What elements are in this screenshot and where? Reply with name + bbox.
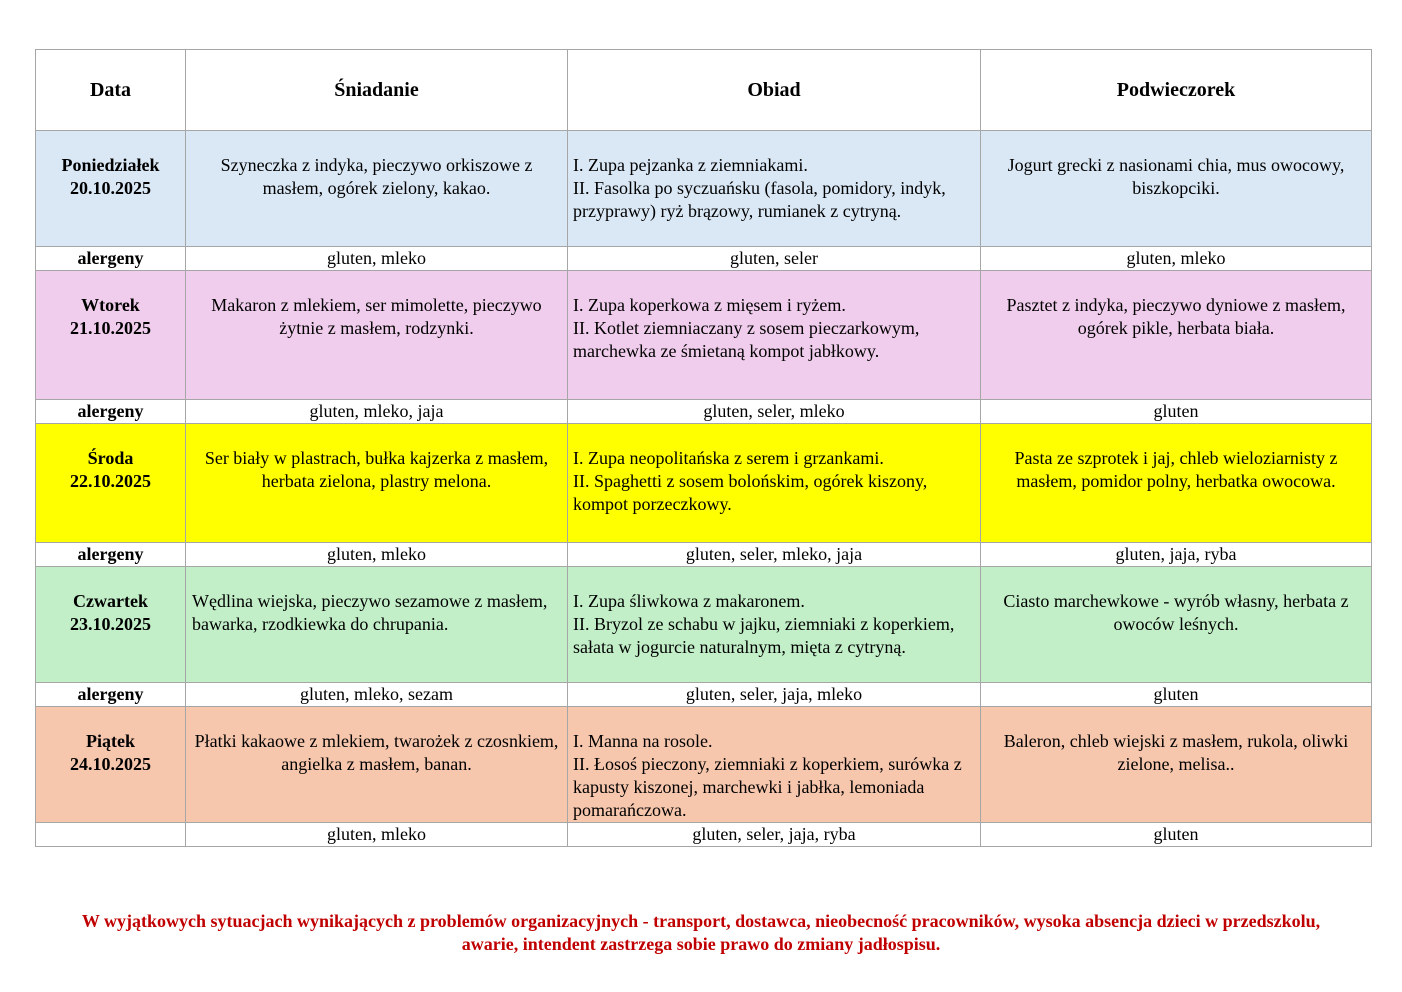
breakfast-cell: Makaron z mlekiem, ser mimolette, pieczywo żytnie z masłem, rodzynki. bbox=[186, 271, 568, 400]
lunch-cell: I. Zupa neopolitańska z serem i grzankami. II. Spaghetti z sosem bolońskim, ogórek kiszony, kompot porzeczkowy. bbox=[568, 424, 981, 543]
allergens-breakfast: gluten, mleko bbox=[186, 247, 568, 271]
meal-row-monday bbox=[36, 131, 1372, 247]
header-breakfast: Śniadanie bbox=[186, 50, 568, 131]
day-name: Czwartek bbox=[73, 591, 148, 611]
day-cell bbox=[36, 567, 186, 683]
day-date: 21.10.2025 bbox=[70, 318, 151, 338]
menu-change-notice: W wyjątkowych sytuacjach wynikających z problemów organizacyjnych - transport, dostawca, nieobecność pracowników, wysoka absencja dzieci w przedszkolu, awarie, intendent zastrzega sobie prawo do zmiany jadłospisu. bbox=[81, 911, 1321, 954]
allergens-snack: gluten bbox=[981, 400, 1372, 424]
day-cell bbox=[36, 707, 186, 823]
day-name: Środa bbox=[87, 448, 134, 468]
allergens-snack: gluten bbox=[981, 823, 1372, 847]
allergens-label: alergeny bbox=[36, 543, 186, 567]
breakfast-cell: Płatki kakaowe z mlekiem, twarożek z czosnkiem, angielka z masłem, banan. bbox=[186, 707, 568, 823]
meal-row-thursday bbox=[36, 567, 1372, 683]
day-cell bbox=[36, 424, 186, 543]
meal-row-wednesday bbox=[36, 424, 1372, 543]
lunch-cell: I. Zupa pejzanka z ziemniakami. II. Fasolka po syczuańsku (fasola, pomidory, indyk, przyprawy) ryż brązowy, rumianek z cytryną. bbox=[568, 131, 981, 247]
allergens-label bbox=[36, 823, 186, 847]
allergens-lunch: gluten, seler, mleko, jaja bbox=[568, 543, 981, 567]
day-cell bbox=[36, 131, 186, 247]
allergens-row-thursday bbox=[36, 683, 1372, 707]
header-snack: Podwieczorek bbox=[981, 50, 1372, 131]
allergens-breakfast: gluten, mleko, jaja bbox=[186, 400, 568, 424]
allergens-snack: gluten bbox=[981, 683, 1372, 707]
day-name: Piątek bbox=[86, 731, 135, 751]
snack-cell: Pasztet z indyka, pieczywo dyniowe z masłem, ogórek pikle, herbata biała. bbox=[981, 271, 1372, 400]
menu-table bbox=[35, 49, 1372, 847]
day-date: 22.10.2025 bbox=[70, 471, 151, 491]
breakfast-cell: Ser biały w plastrach, bułka kajzerka z masłem, herbata zielona, plastry melona. bbox=[186, 424, 568, 543]
day-cell bbox=[36, 271, 186, 400]
day-date: 20.10.2025 bbox=[70, 178, 151, 198]
allergens-snack: gluten, mleko bbox=[981, 247, 1372, 271]
snack-cell: Baleron, chleb wiejski z masłem, rukola, oliwki zielone, melisa.. bbox=[981, 707, 1372, 823]
allergens-row-monday bbox=[36, 247, 1372, 271]
snack-cell: Jogurt grecki z nasionami chia, mus owocowy, biszkopciki. bbox=[981, 131, 1372, 247]
allergens-row-tuesday bbox=[36, 400, 1372, 424]
breakfast-cell: Szyneczka z indyka, pieczywo orkiszowe z masłem, ogórek zielony, kakao. bbox=[186, 131, 568, 247]
day-name: Poniedziałek bbox=[61, 155, 160, 175]
allergens-breakfast: gluten, mleko bbox=[186, 823, 568, 847]
allergens-row-friday bbox=[36, 823, 1372, 847]
header-date: Data bbox=[36, 50, 186, 131]
allergens-row-wednesday bbox=[36, 543, 1372, 567]
allergens-label: alergeny bbox=[36, 683, 186, 707]
meal-row-tuesday bbox=[36, 271, 1372, 400]
breakfast-cell: Wędlina wiejska, pieczywo sezamowe z masłem, bawarka, rzodkiewka do chrupania. bbox=[186, 567, 568, 683]
meal-row-friday bbox=[36, 707, 1372, 823]
allergens-breakfast: gluten, mleko, sezam bbox=[186, 683, 568, 707]
lunch-cell: I. Zupa koperkowa z mięsem i ryżem. II. Kotlet ziemniaczany z sosem pieczarkowym, marchewka ze śmietaną kompot jabłkowy. bbox=[568, 271, 981, 400]
lunch-cell: I. Zupa śliwkowa z makaronem. II. Bryzol ze schabu w jajku, ziemniaki z koperkiem, sałata w jogurcie naturalnym, mięta z cytryną. bbox=[568, 567, 981, 683]
day-date: 23.10.2025 bbox=[70, 614, 151, 634]
allergens-lunch: gluten, seler, jaja, ryba bbox=[568, 823, 981, 847]
snack-cell: Ciasto marchewkowe - wyrób własny, herbata z owoców leśnych. bbox=[981, 567, 1372, 683]
day-name: Wtorek bbox=[81, 295, 140, 315]
lunch-cell: I. Manna na rosole. II. Łosoś pieczony, ziemniaki z koperkiem, surówka z kapusty kiszonej, marchewki i jabłka, lemoniada pomarańczowa. bbox=[568, 707, 981, 823]
allergens-lunch: gluten, seler, mleko bbox=[568, 400, 981, 424]
snack-cell: Pasta ze szprotek i jaj, chleb wieloziarnisty z masłem, pomidor polny, herbatka owocowa. bbox=[981, 424, 1372, 543]
allergens-lunch: gluten, seler bbox=[568, 247, 981, 271]
allergens-label: alergeny bbox=[36, 400, 186, 424]
header-row bbox=[36, 50, 1372, 131]
allergens-lunch: gluten, seler, jaja, mleko bbox=[568, 683, 981, 707]
allergens-breakfast: gluten, mleko bbox=[186, 543, 568, 567]
header-lunch: Obiad bbox=[568, 50, 981, 131]
day-date: 24.10.2025 bbox=[70, 754, 151, 774]
allergens-snack: gluten, jaja, ryba bbox=[981, 543, 1372, 567]
allergens-label: alergeny bbox=[36, 247, 186, 271]
